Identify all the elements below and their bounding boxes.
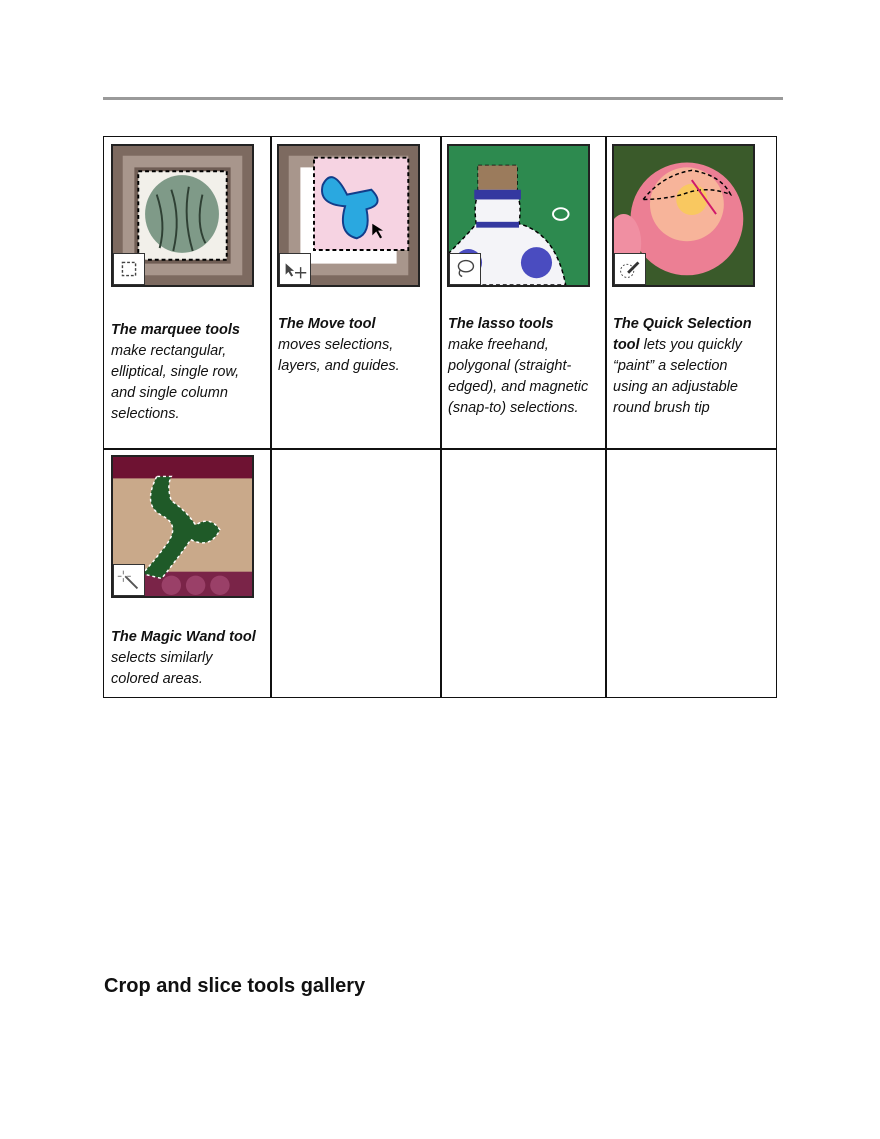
move-example-image xyxy=(277,144,420,287)
marquee-example-image xyxy=(111,144,254,287)
marquee-caption: The marquee tools make rectangular, elliptical, single row, and single column selections. xyxy=(111,322,240,422)
magic-wand-icon xyxy=(113,564,145,596)
magic-wand-caption: The Magic Wand tool selects similarly colored areas. xyxy=(111,629,256,687)
lasso-example-image xyxy=(447,144,590,287)
lasso-caption: The lasso tools make freehand, polygonal (straight-edged), and magnetic (snap-to) selections. xyxy=(448,316,589,416)
row-divider xyxy=(104,448,776,450)
column-divider xyxy=(605,137,607,697)
quick-selection-icon xyxy=(614,253,646,285)
column-divider xyxy=(440,137,442,697)
marquee-icon xyxy=(113,253,145,285)
section-heading: Crop and slice tools gallery xyxy=(104,975,366,997)
move-caption: The Move tool moves selections, layers, and guides. xyxy=(278,316,400,374)
magic-wand-example-image xyxy=(111,455,254,598)
quick-selection-caption: The Quick Selection tool lets you quickly “paint” a selection using an adjustable round brush tip xyxy=(613,316,752,416)
lasso-icon xyxy=(449,253,481,285)
quick-selection-example-image xyxy=(612,144,755,287)
horizontal-rule xyxy=(103,97,783,100)
column-divider xyxy=(270,137,272,697)
move-icon xyxy=(279,253,311,285)
